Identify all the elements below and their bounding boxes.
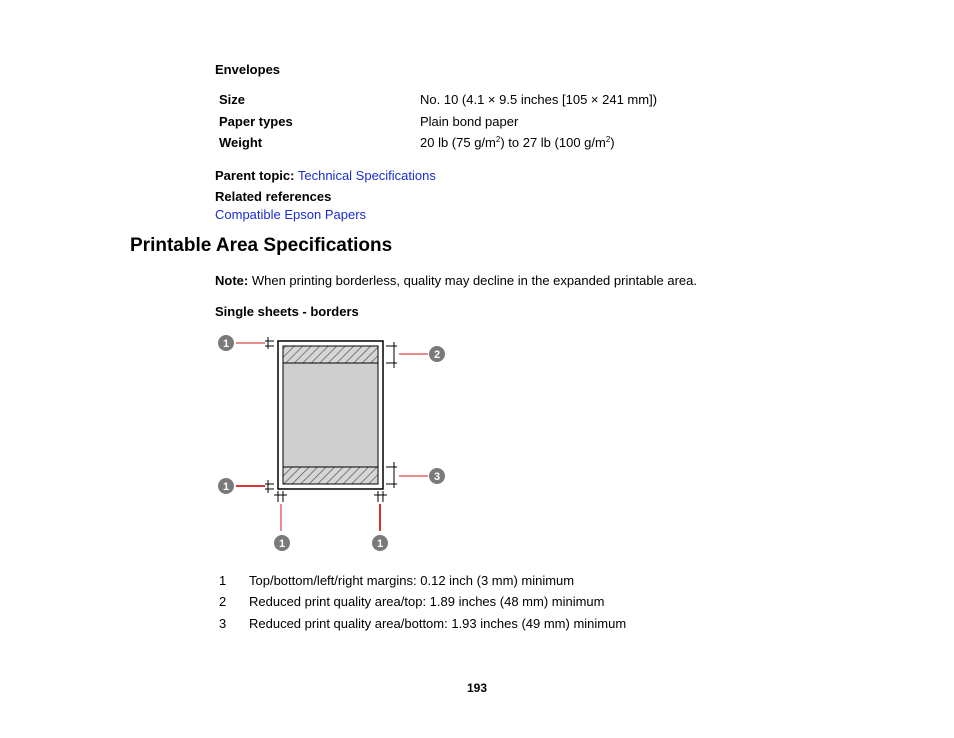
margin-mark-right-edge [374, 491, 387, 502]
legend-text: Reduced print quality area/top: 1.89 inches (48 mm) minimum [249, 594, 605, 609]
parent-topic [215, 168, 436, 184]
page-number: 193 [466, 681, 488, 695]
margin-mark-bottom-right [386, 462, 397, 488]
svg-text:1: 1 [278, 538, 286, 550]
reduced-quality-bottom [283, 467, 378, 484]
callout-badge-1-left [218, 478, 234, 494]
legend-item [219, 616, 627, 631]
legend-text: Top/bottom/left/right margins: 0.12 inch (3 mm) minimum [249, 573, 575, 588]
spec-value: 20 lb (75 $g/m^2$) to 27 lb (100 $g/m^2$) [420, 135, 615, 150]
parent-topic-label: Parent topic: [215, 168, 295, 183]
note-text: When printing borderless, quality may decline in the expanded printable area. [251, 273, 697, 288]
margin-mark-bottom-left [265, 480, 274, 493]
spec-label: Size [219, 92, 246, 107]
printable-area-diagram [210, 328, 460, 560]
printable-area [283, 346, 378, 484]
reduced-quality-top [283, 346, 378, 363]
related-references-label: Related references [215, 189, 332, 204]
svg-text:1: 1 [376, 538, 384, 550]
spec-label: Paper types [219, 114, 293, 129]
spec-value: No. 10 (4.1 × 9.5 inches [105 × 241 mm]) [420, 92, 658, 107]
figure-heading: Single sheets - borders [215, 304, 359, 319]
spec-row-weight [219, 135, 615, 150]
spec-label: Weight [219, 135, 263, 150]
note-label: Note: [215, 273, 249, 288]
related-reference-link[interactable]: Compatible Epson Papers [215, 207, 367, 222]
legend-item [219, 573, 575, 588]
page-title: Printable Area Specifications [130, 235, 393, 256]
note [215, 273, 697, 289]
callout-badge-1-top [218, 335, 234, 351]
svg-text:1: 1 [222, 481, 230, 493]
parent-topic-link[interactable]: Technical Specifications [297, 168, 436, 183]
legend-number: 3 [219, 616, 227, 631]
legend-number: 2 [219, 594, 227, 609]
legend-item [219, 594, 605, 609]
legend-text: Reduced print quality area/bottom: 1.93 inches (49 mm) minimum [249, 616, 627, 631]
callout-badge-1-bottom-right [372, 535, 388, 551]
svg-text:2: 2 [433, 349, 441, 361]
spec-row-paper-types [219, 114, 519, 129]
margin-mark-top-left [265, 337, 274, 349]
callout-badge-3 [429, 468, 445, 484]
spec-value: Plain bond paper [420, 114, 519, 129]
callout-badge-1-bottom-left [274, 535, 290, 551]
spec-row-size [219, 92, 658, 107]
margin-mark-left-edge [274, 491, 287, 502]
svg-text:1: 1 [222, 338, 230, 350]
callout-badge-2 [429, 346, 445, 362]
svg-text:3: 3 [433, 471, 441, 483]
envelopes-heading: Envelopes [215, 62, 281, 77]
margin-mark-top-right [386, 342, 397, 368]
legend-number: 1 [219, 573, 227, 588]
